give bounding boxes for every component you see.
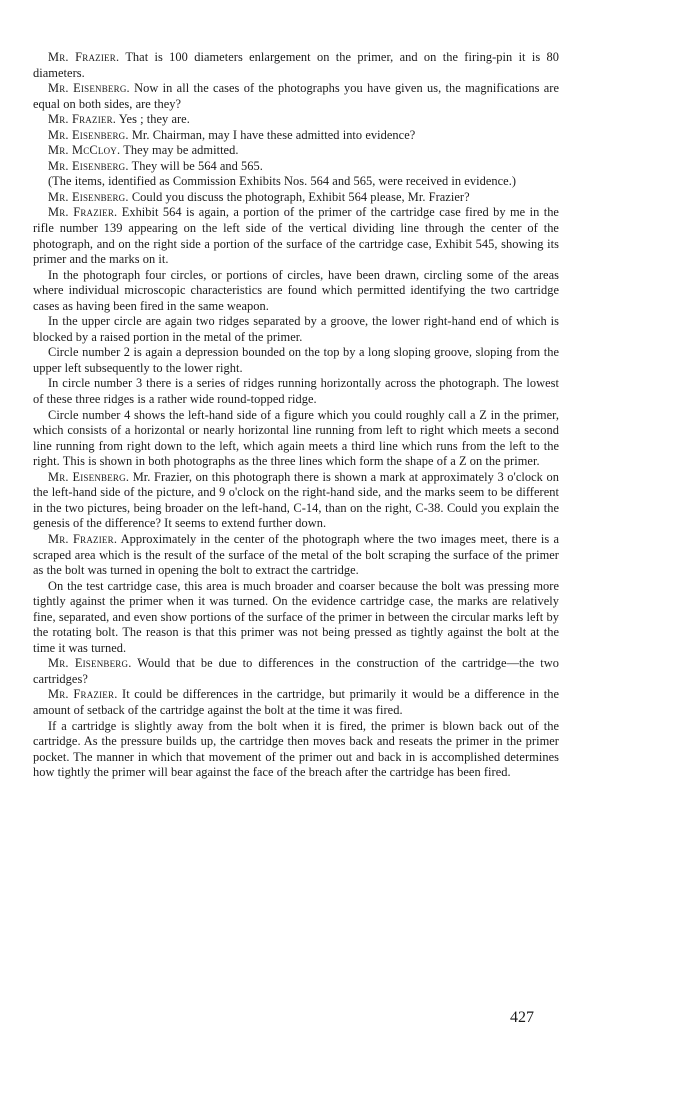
paragraph-text: In the upper circle are again two ridges separated by a groove, the lower right-hand end of which is blocked by a raised portion in the metal of the primer. xyxy=(33,314,559,344)
paragraph-text: Approximately in the center of the photograph where the two images meet, there is a scraped area which is the result of the surface of the metal of the bolt scraping the surface of the primer as the bolt was turned in opening the bolt to extract the cartridge. xyxy=(33,531,559,578)
paragraph-text: On the test cartridge case, this area is much broader and coarser because the bolt was pressing more tightly against the primer when it was turned. On the evidence cartridge case, the marks are relatively fine, separated, and even show portions of the surface of the primer in between the circular marks left by the rotating bolt. The reason is that this primer was not being pressed as tightly against the bolt at the time it was turned. xyxy=(33,578,559,655)
speaker-name: Mr. Eisenberg. xyxy=(48,189,129,204)
paragraph-text: (The items, identified as Commission Exhibits Nos. 564 and 565, were received in evidence.) xyxy=(48,174,517,189)
paragraph-text: They will be 564 and 565. xyxy=(128,158,263,173)
paragraph xyxy=(33,174,559,190)
speaker-name: Mr. Frazier. xyxy=(48,50,120,64)
paragraph-text: Would that be due to differences in the construction of the cartridge—the two cartridges? xyxy=(33,656,559,686)
paragraph-text: Could you discuss the photograph, Exhibit 564 please, Mr. Frazier? xyxy=(128,189,470,204)
paragraph xyxy=(33,205,559,267)
speaker-name: Mr. Eisenberg. xyxy=(48,656,132,671)
speaker-name: Mr. Eisenberg. xyxy=(48,127,129,142)
paragraph-text: Mr. Frazier, on this photograph there is shown a mark at approximately 3 o'clock on the left-hand side of the picture, and 9 o'clock on the right-hand side, and the marks seem to be different in the two pictures, being broader on the left-hand, C-14, than on the right, C-38. Could you explain the genesis of the difference? It seems to extend further down. xyxy=(33,469,559,531)
paragraph-text: Yes ; they are. xyxy=(116,112,190,127)
paragraph xyxy=(33,656,559,687)
paragraph xyxy=(33,579,559,657)
paragraph xyxy=(33,268,559,315)
paragraph-text: That is 100 diameters enlargement on the primer, and on the firing-pin it is 80 diameters. xyxy=(33,50,559,80)
paragraph-text: It could be differences in the cartridge, but primarily it would be a difference in the amount of setback of the cartridge against the bolt at the time it was fired. xyxy=(33,687,559,717)
paragraph-text: Mr. Chairman, may I have these admitted into evidence? xyxy=(128,127,416,142)
speaker-name: Mr. Frazier. xyxy=(48,531,118,546)
paragraph-text: Circle number 2 is again a depression bounded on the top by a long sloping groove, sloping from the upper left subsequently to the lower right. xyxy=(33,345,559,375)
document-body xyxy=(33,50,559,781)
speaker-name: Mr. Frazier. xyxy=(48,687,118,702)
paragraph xyxy=(33,112,559,128)
paragraph xyxy=(33,81,559,112)
paragraph xyxy=(33,128,559,144)
paragraph xyxy=(33,50,559,81)
speaker-name: Mr. Frazier. xyxy=(48,205,118,220)
paragraph xyxy=(33,345,559,376)
paragraph-text: They may be admitted. xyxy=(120,143,239,158)
speaker-name: Mr. Frazier. xyxy=(48,112,117,127)
speaker-name: Mr. Eisenberg. xyxy=(48,158,129,173)
paragraph xyxy=(33,314,559,345)
speaker-name: Mr. Eisenberg. xyxy=(48,81,130,96)
speaker-name: Mr. McCloy. xyxy=(48,143,121,158)
paragraph-text: Exhibit 564 is again, a portion of the primer of the cartridge case fired by me in the rifle number 139 appearing on the left side of the vertical dividing line through the center of the photograph, and on the right side a portion of the surface of the cartridge case, Exhibit 545, showing its primer and the marks on it. xyxy=(33,205,559,267)
paragraph-text: Circle number 4 shows the left-hand side of a figure which you could roughly call a Z in the primer, which consists of a horizontal or nearly horizontal line running from left to right which meets a second line running from right down to the left, which again meets a third line which runs from the left to the right. This is shown in both photographs as the three lines which form the shape of a Z on the primer. xyxy=(33,407,559,469)
paragraph xyxy=(33,143,559,159)
paragraph xyxy=(33,408,559,470)
paragraph xyxy=(33,719,559,781)
paragraph xyxy=(33,532,559,579)
page-number: 427 xyxy=(510,1009,534,1026)
paragraph xyxy=(33,687,559,718)
paragraph xyxy=(33,376,559,407)
paragraph xyxy=(33,470,559,532)
paragraph-text: If a cartridge is slightly away from the bolt when it is fired, the primer is blown back out of the cartridge. As the pressure builds up, the cartridge then moves back and reseats the primer in the primer pocket. The manner in which that movement of the primer out and back in is accomplished determines how tightly the primer will bear against the face of the breach after the cartridge has been fired. xyxy=(33,718,559,780)
paragraph-text: Now in all the cases of the photographs you have given us, the magnifications are equal on both sides, are they? xyxy=(33,81,559,111)
speaker-name: Mr. Eisenberg. xyxy=(48,469,130,484)
paragraph xyxy=(33,159,559,175)
paragraph-text: In the photograph four circles, or portions of circles, have been drawn, circling some of the areas where individual microscopic characteristics are found which permitted identifying the two cartridge cases as having been fired in the same weapon. xyxy=(33,267,559,313)
paragraph-text: In circle number 3 there is a series of ridges running horizontally across the photograph. The lowest of these three ridges is a rather wide round-topped ridge. xyxy=(33,376,559,407)
paragraph xyxy=(33,190,559,206)
